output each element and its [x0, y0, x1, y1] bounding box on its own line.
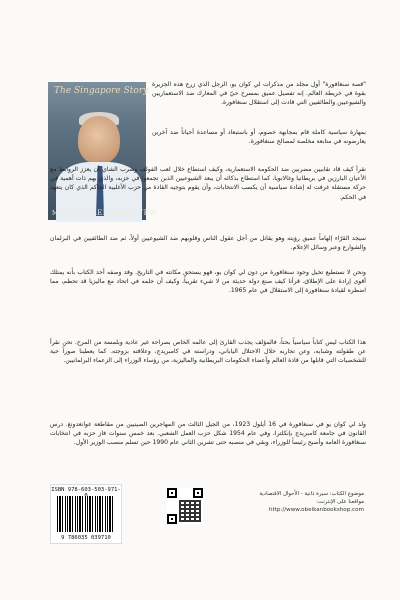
blurb-paragraph-1: "قصة سنغافورة" أول مجلد من مذكرات لي كوان يو، الرجل الذي زرع هذه الجزيرة بقوة في خريطة العالم. إنه تفصيل عميق بمسرح حيّ في المعارك ضد الاستعماريين والشيوعيين والطائفيين التي قادت إلى استقلال سنغافورة. — [152, 81, 366, 107]
qr-code-icon — [167, 488, 203, 524]
book-subject: موضوع الكتاب: سيرة ذاتية - الأحوال الاقتصادية — [259, 491, 364, 497]
author-name: LEE KUAN YEW — [91, 209, 158, 217]
publisher-url: http://www.obeikanbookshop.com — [268, 507, 364, 513]
blurb-paragraph-2: بمهارة سياسية كاملة قام بمجابهة خصوم، أو باستبعاد أو مساعدة أحياناً ضد آخرين يعارضونه في متابعة مخلصة لمصالح سنغافورة. — [152, 129, 366, 146]
isbn-label: ISBN 978-603-503-971- — [51, 487, 121, 493]
barcode-bars — [57, 496, 115, 532]
publisher-info — [214, 490, 364, 514]
photo-face — [78, 116, 120, 164]
qr-finder — [167, 514, 177, 524]
isbn-barcode — [50, 484, 122, 544]
qr-modules — [179, 500, 201, 522]
blurb-paragraph-5: ونحن لا نستطيع تخيل وجود سنغافورة من دون لي كوان يو، فهو يستحق مكانته في التاريخ. وقد وصفه أحد الكتاب بأنه يمتلك أقوى إرادة على الإطلاق. قرأنا كيف صنع دولة حديثة من لا شيء تقريباً، وكيف أن حلمه في اتحاد مع ماليزيا قد تحطم، مما اضطره لقيادة سنغافورة إلى الاستقلال في عام 1965. — [50, 269, 366, 295]
blurb-paragraph-3: نقرأ كيف قاد نقابيين مضربين ضد الحكومة الاستعمارية، وكيف استطاع خلال لعب الفولف وشرب الشاي أن يعزز الروابط مع الأعيان البارزين في بريطانيا وغالانويا، كما استطاع بذكائه أن يبعد الشيوعيين الذين تجمعوا في حزبه، والذي بهم ذات أهمية في حركة مستقلة غرفت له إشادة سياسية أن يكسب الانتخابات، وأن يقوم بتوجيه القادة من حزب الأغلبية الحاكم الذي كان يتعهد في الحكم. — [50, 166, 366, 201]
memoirs-prefix: Memoirs of — [52, 210, 90, 217]
websites-label: مواقعنا على الإنترنت: — [316, 499, 364, 505]
memoirs-caption — [52, 209, 158, 217]
qr-finder — [193, 488, 203, 498]
isbn-number: 9 786035 039710 — [61, 535, 111, 541]
book-title: The Singapore Story — [54, 86, 149, 96]
blurb-paragraph-6: هذا الكتاب ليس كتاباً سياسياً بحتاً، فالمؤلف يجذب القارئ إلى عالمه الخاص بصراحة غير عادية وبلمسة من المرح. نحن نقرأ عن طفولته وشبابه، وعن تجاربه خلال الاحتلال الياباني، ودراسته في كامبريدج، وعلاقته بزوجته. كما يعطينا صوراً حية للشخصيات التي قابلها من قادة العالم وأعضاء الحكومات البريطانية والماليزية، من رؤساء الوزراء إلى الزعماء البرلمانيين. — [50, 339, 366, 365]
author-bio-paragraph: ولد لي كوان يو في سنغافورة في 16 أيلول 1923، من الجيل الثالث من المهاجرين الصينيين من مقاطعة غوانغدونغ. درس القانون في جامعة كامبريدج بإنكلترا، وفي عام 1954 شكل حزب العمل الشعبي. بعد خمس سنوات فاز حزبه في انتخابات سنغافورة العامة وأصبح رئيساً للوزراء، وبقي في منصبه حتى تشرين الثاني عام 1990 حين تسلم منصب الوزير الأول. — [50, 421, 367, 447]
qr-finder — [167, 488, 177, 498]
blurb-paragraph-4: سيجد القرّاء إلهاماً عميق رؤيته وهو يقاتل من أجل عقول الناس وقلوبهم ضد الشيوعيين أولاً، ثم ضد الطائفيين في البرلمان والشوارع وعبر وسائل الإعلام. — [50, 235, 366, 252]
